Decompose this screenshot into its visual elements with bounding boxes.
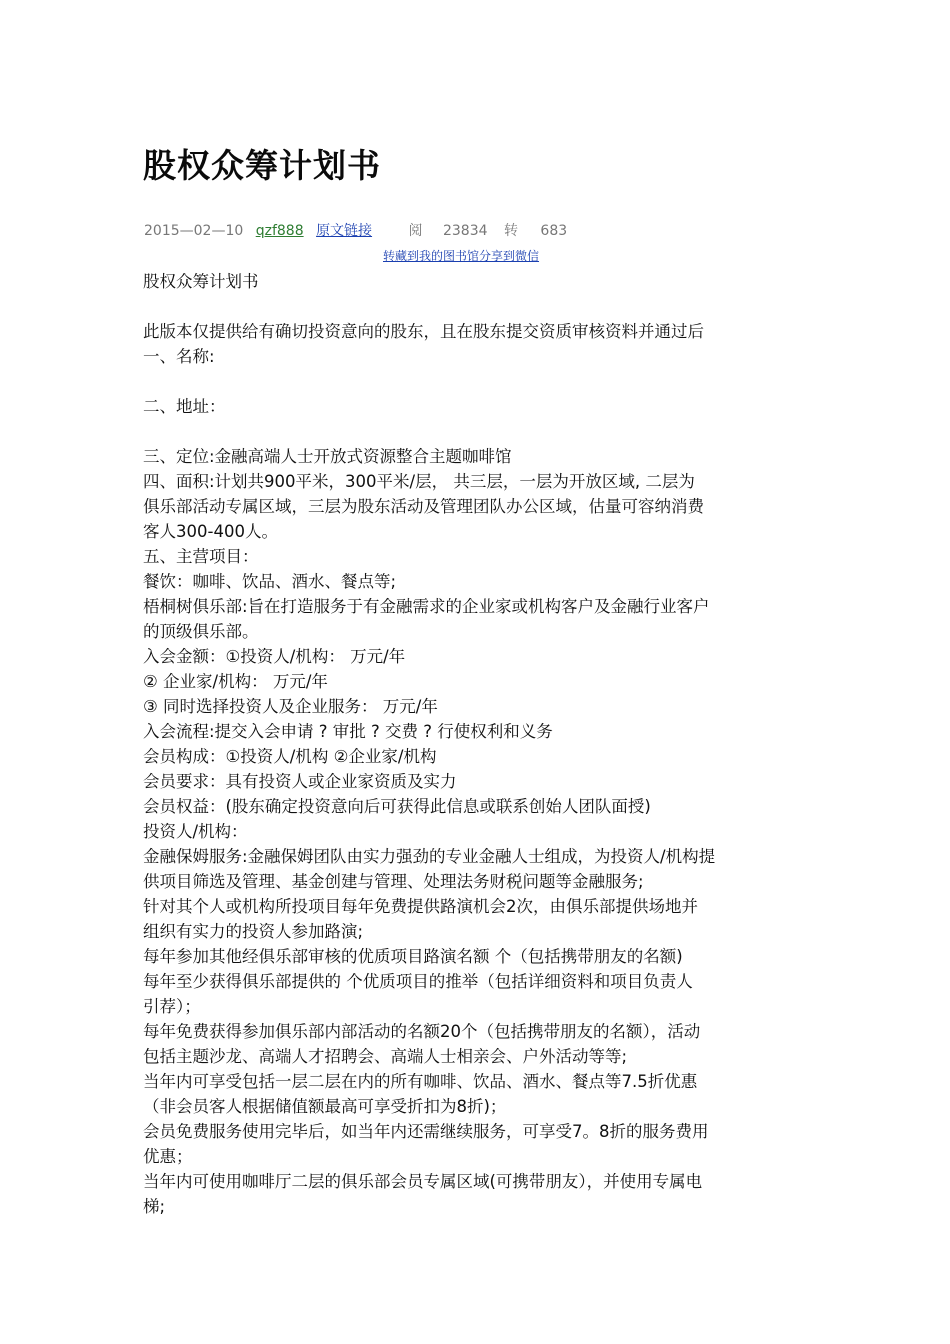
text-line: （非会员客人根据储值额最高可享受折扣为8折)； (143, 1097, 507, 1116)
text-line: 优惠； (143, 1147, 193, 1166)
text-line: 投资人/机构： (143, 822, 248, 841)
text-line: 梧桐树俱乐部:旨在打造服务于有金融需求的企业家或机构客户及金融行业客户 (143, 597, 710, 616)
text-line: 针对其个人或机构所投项目每年免费提供路演机会2次，由俱乐部提供场地并 (143, 897, 698, 916)
save-to-library-link[interactable]: 转藏到我的图书馆 (383, 249, 480, 263)
text-line: 每年免费获得参加俱乐部内部活动的名额20个（包括携带朋友的名额），活动 (143, 1022, 701, 1041)
text-line: 会员权益：(股东确定投资意向后可获得此信息或联系创始人团队面授) (143, 797, 651, 816)
text-line: 会员构成：①投资人/机构 ②企业家/机构 (143, 747, 437, 766)
text-line: 入会流程:提交入会申请 ? 审批 ? 交费 ? 行使权利和义务 (143, 722, 553, 741)
document-body (143, 269, 813, 1219)
author-link[interactable]: qzf888 (255, 223, 304, 239)
text-line: 一、名称: (143, 347, 215, 366)
publish-date: 2015—02—10 (144, 223, 244, 239)
text-line: 供项目筛选及管理、基金创建与管理、处理法务财税问题等金融服务; (143, 872, 644, 891)
blank-line (143, 419, 813, 444)
text-line: 餐饮：咖啡、饮品、酒水、餐点等; (143, 572, 397, 591)
read-count: 23834 (442, 223, 488, 239)
text-line: 二、地址： (143, 397, 226, 416)
text-line: 的顶级俱乐部。 (143, 622, 259, 641)
forward-count: 683 (540, 223, 568, 239)
article-meta (144, 220, 567, 240)
read-label: 阅 (408, 223, 423, 239)
article-actions (383, 247, 539, 264)
text-line: 引荐）； (143, 997, 201, 1016)
text-line: 三、定位:金融高端人士开放式资源整合主题咖啡馆 (143, 447, 512, 466)
share-wechat-link[interactable]: 分享到微信 (479, 249, 540, 263)
text-line: 俱乐部活动专属区域，三层为股东活动及管理团队办公区域，估量可容纳消费 (143, 497, 704, 516)
text-line: 四、面积:计划共900平米，300平米/层， 共三层，一层为开放区域, 二层为 (143, 472, 695, 491)
text-line: ② 企业家/机构： 万元/年 (143, 672, 328, 691)
text-line: 会员免费服务使用完毕后，如当年内还需继续服务，可享受7。8折的服务费用 (143, 1122, 709, 1141)
text-line: 每年至少获得俱乐部提供的 个优质项目的推举（包括详细资料和项目负责人 (143, 972, 693, 991)
text-line: 股权众筹计划书 (143, 272, 259, 291)
text-line: ③ 同时选择投资人及企业服务： 万元/年 (143, 697, 438, 716)
text-line: 此版本仅提供给有确切投资意向的股东，且在股东提交资质审核资料并通过后 (143, 322, 704, 341)
text-line: 组织有实力的投资人参加路演; (143, 922, 364, 941)
text-line: 每年参加其他经俱乐部审核的优质项目路演名额 个（包括携带朋友的名额) (143, 947, 683, 966)
forward-label: 转 (503, 223, 518, 239)
text-line: 金融保姆服务:金融保姆团队由实力强劲的专业金融人士组成，为投资人/机构提 (143, 847, 716, 866)
text-line: 入会金额：①投资人/机构： 万元/年 (143, 647, 406, 666)
text-line: 会员要求：具有投资人或企业家资质及实力 (143, 772, 457, 791)
text-line: 客人300-400人。 (143, 522, 278, 541)
document-title: 股权众筹计划书 (143, 146, 381, 185)
text-line: 当年内可享受包括一层二层在内的所有咖啡、饮品、酒水、餐点等7.5折优惠 (143, 1072, 698, 1091)
text-line: 五、主营项目： (143, 547, 259, 566)
original-link[interactable]: 原文链接 (316, 223, 373, 239)
blank-line (143, 294, 813, 319)
blank-line (143, 369, 813, 394)
text-line: 梯; (143, 1197, 166, 1216)
text-line: 包括主题沙龙、高端人才招聘会、高端人士相亲会、户外活动等等; (143, 1047, 628, 1066)
text-line: 当年内可使用咖啡厅二层的俱乐部会员专属区域(可携带朋友），并使用专属电 (143, 1172, 703, 1191)
